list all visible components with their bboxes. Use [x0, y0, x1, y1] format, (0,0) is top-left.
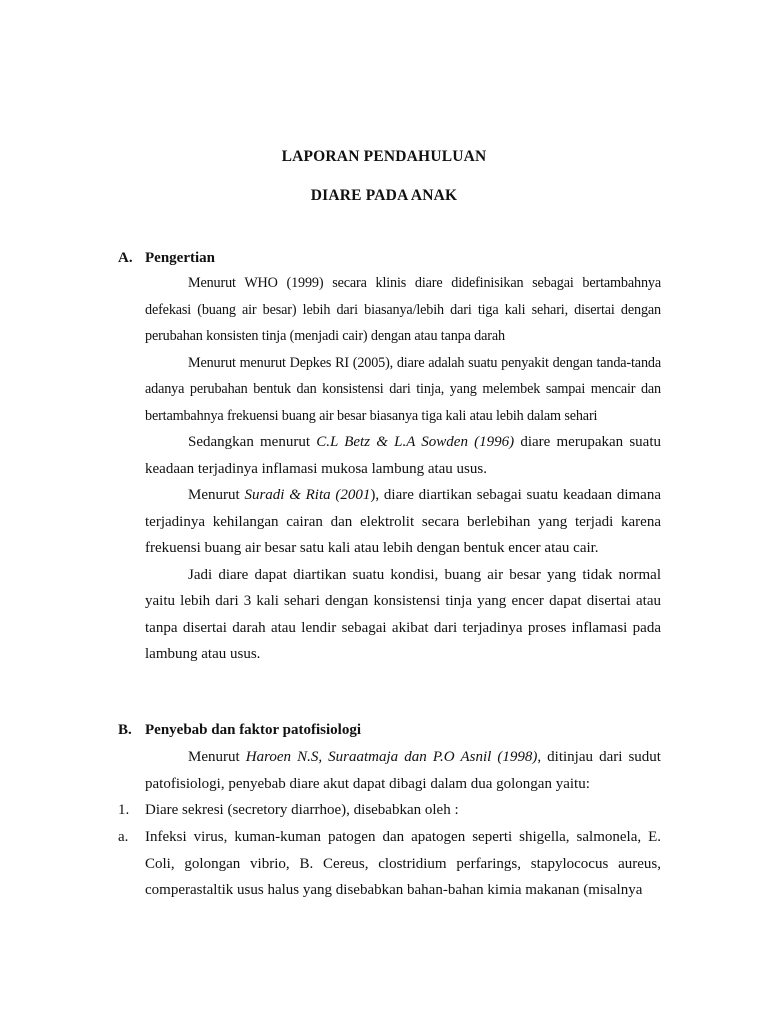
paragraph-suradi-rita	[145, 482, 661, 562]
document-subtitle: DIARE PADA ANAK	[310, 187, 458, 204]
section-b-heading	[118, 722, 361, 739]
citation: Suradi & Rita (2001	[244, 487, 371, 503]
section-a-heading	[118, 250, 215, 267]
paragraph-text: diare merupakan suatu keadaan terjadinya inflamasi mukosa lambung atau usus.	[145, 434, 661, 477]
paragraph-haroen	[145, 744, 661, 797]
paragraph-depkes-definition: Menurut menurut Depkes RI (2005), diare adalah suatu penyakit dengan tanda-tanda adanya perubahan bentuk dan konsistensi dari tinja, yang melembek sampai mencair dan bertambahnya frekuensi buang air besar biasanya tiga kali atau lebih dalam sehari	[145, 354, 661, 424]
citation: Haroen N.S, Suraatmaja dan P.O Asnil (1998)	[245, 749, 538, 765]
paragraph-text: Menurut	[188, 487, 245, 503]
paragraph-text: Menurut	[188, 749, 246, 765]
document-title: LAPORAN PENDAHULUAN	[281, 148, 487, 165]
paragraph-conclusion: Jadi diare dapat diartikan suatu kondisi, buang air besar yang tidak normal yaitu lebih dari 3 kali sehari dengan konsistensi tinja yang encer dapat disertai atau tanpa disertai darah atau lendir sebagai akibat dari terjadinya proses inflamasi pada lambung atau usus.	[145, 566, 661, 662]
paragraph-text: ), diare diartikan sebagai suatu keadaan dimana terjadinya kehilangan cairan dan elektrolit secara berlebihan yang terjadi karena frekuensi buang air besar satu kali atau lebih dengan bentuk encer atau cair.	[145, 487, 661, 556]
paragraph-who-definition: Menurut WHO (1999) secara klinis diare didefinisikan sebagai bertambahnya defekasi (buang air besar) lebih dari biasanya/lebih dari tiga kali sehari, disertai dengan perubahan konsisten tinja (menjadi cair) dengan atau tanpa darah	[145, 275, 661, 344]
paragraph-betz-sowden	[145, 429, 661, 482]
section-b-heading-text: Penyebab dan faktor patofisiologi	[145, 722, 361, 738]
paragraph-text: Sedangkan menurut	[188, 434, 317, 450]
list-item-1	[118, 797, 661, 824]
section-a-body	[145, 270, 661, 668]
section-b-body	[145, 744, 661, 797]
section-a-heading-text: Pengertian	[145, 250, 215, 266]
list-item-a	[118, 824, 661, 904]
list-marker: a.	[118, 829, 129, 845]
citation: C.L Betz & L.A Sowden (1996)	[316, 434, 515, 450]
list-marker: 1.	[118, 802, 130, 818]
section-a-letter: A.	[118, 250, 133, 266]
list-item-text: Diare sekresi (secretory diarrhoe), disebabkan oleh :	[145, 802, 459, 818]
paragraph-text: , ditinjau dari sudut patofisiologi, penyebab diare akut dapat dibagi dalam dua golongan yaitu:	[145, 749, 661, 792]
section-b-letter: B.	[118, 722, 132, 738]
list-item-text: Infeksi virus, kuman-kuman patogen dan apatogen seperti shigella, salmonela, E. Coli, golongan vibrio, B. Cereus, clostridium perfarings, stapylococus aureus, comperastaltik usus halus yang disebabkan bahan-bahan kimia makanan (misalnya	[145, 829, 661, 898]
